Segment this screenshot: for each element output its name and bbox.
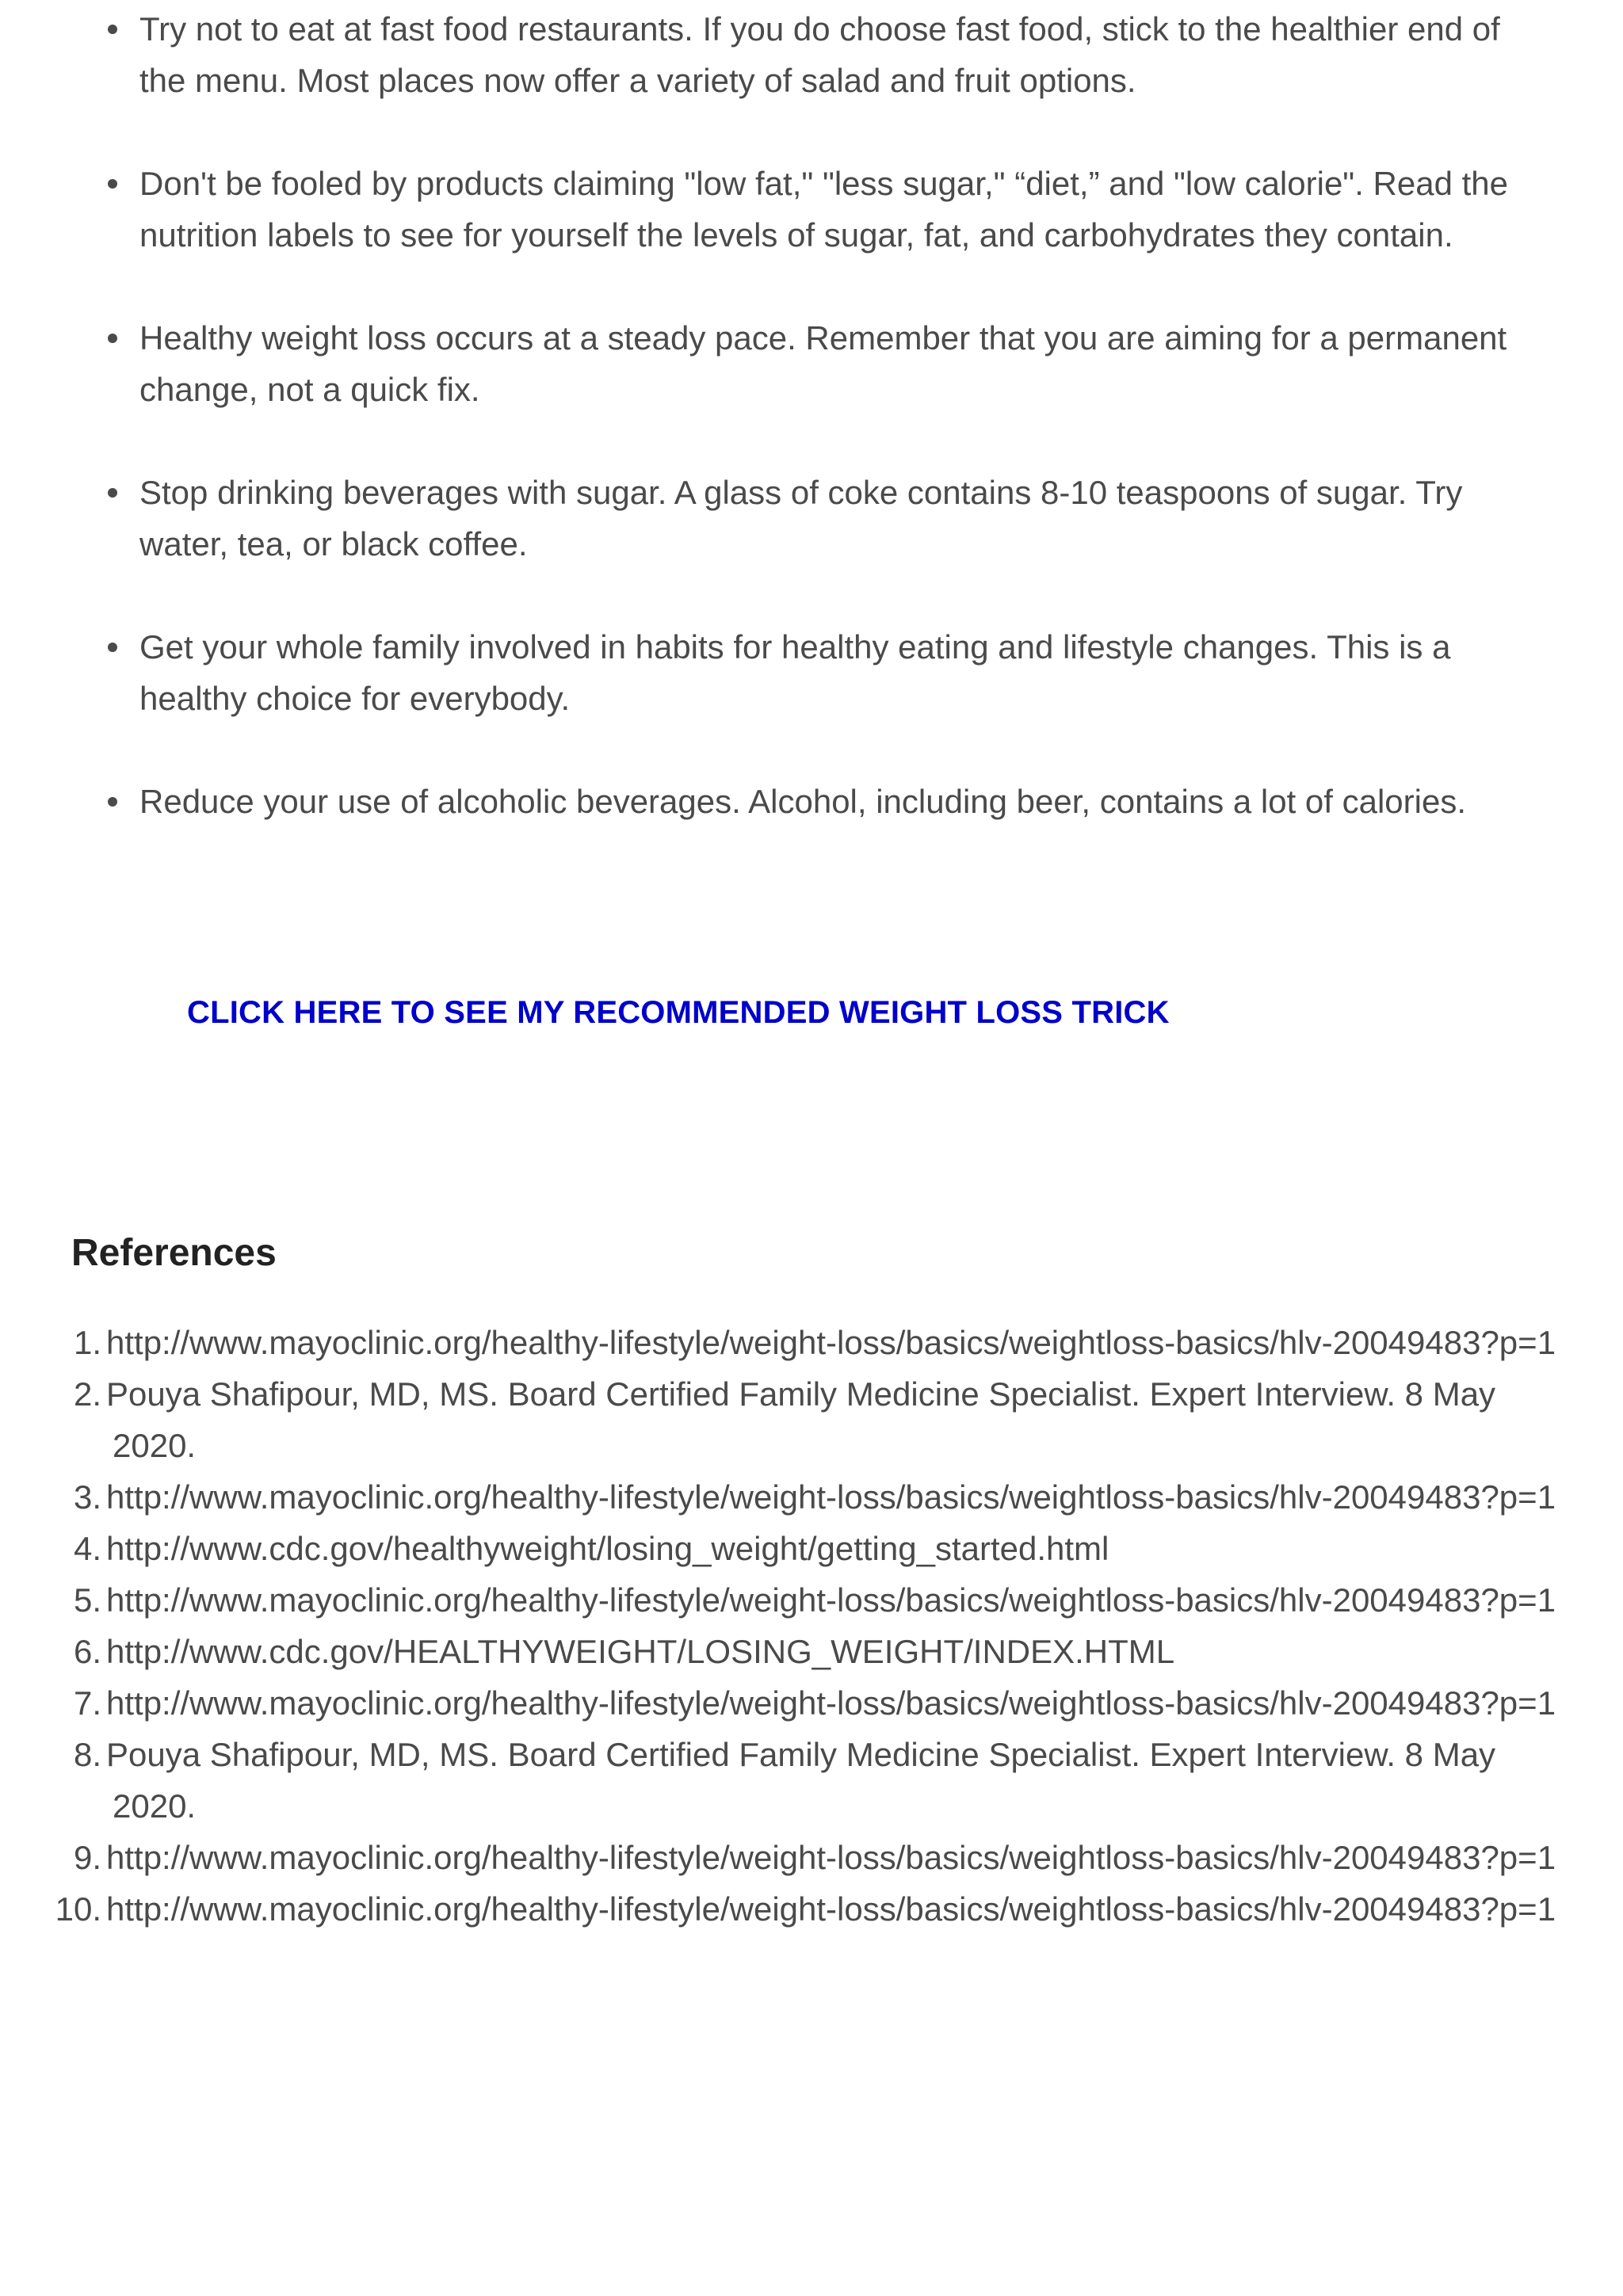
tip-text: Healthy weight loss occurs at a steady pace. Remember that you are aiming for a permanent change, not a quick fix. <box>139 319 1507 408</box>
tip-item <box>139 312 1534 415</box>
reference-item <box>73 1471 1564 1523</box>
bullet-dot-icon <box>108 179 117 189</box>
reference-item <box>73 1574 1564 1626</box>
reference-item <box>73 1832 1564 1883</box>
reference-number: 3. <box>73 1478 101 1516</box>
reference-number: 8. <box>73 1736 101 1773</box>
tip-text: Don't be fooled by products claiming "low fat," "less sugar," “diet,” and "low calorie". Read the nutrition labels to see for yourself the levels of sugar, fat, and carbohydrates they contain. <box>139 165 1509 254</box>
reference-text: http://www.mayoclinic.org/healthy-lifestyle/weight-loss/basics/weightloss-basics/hlv-20049483?p=1 <box>106 1839 1556 1876</box>
reference-number: 7. <box>73 1684 101 1722</box>
reference-text: http://www.mayoclinic.org/healthy-lifestyle/weight-loss/basics/weightloss-basics/hlv-20049483?p=1 <box>106 1324 1556 1361</box>
bullet-dot-icon <box>108 643 117 652</box>
bullet-dot-icon <box>108 797 117 807</box>
weight-loss-trick-link[interactable]: CLICK HERE TO SEE MY RECOMMENDED WEIGHT LOSS TRICK <box>187 995 1170 1030</box>
tip-text: Get your whole family involved in habits for healthy eating and lifestyle changes. This is a healthy choice for everybody. <box>139 628 1451 717</box>
reference-number: 1. <box>73 1324 101 1361</box>
reference-text: http://www.mayoclinic.org/healthy-lifestyle/weight-loss/basics/weightloss-basics/hlv-20049483?p=1 <box>106 1684 1556 1722</box>
reference-number: 10. <box>55 1890 101 1928</box>
reference-number: 2. <box>73 1375 101 1413</box>
tip-item <box>139 621 1534 724</box>
tip-text: Stop drinking beverages with sugar. A glass of coke contains 8-10 teaspoons of sugar. Try water, tea, or black coffee. <box>139 474 1463 563</box>
reference-text: http://www.mayoclinic.org/healthy-lifestyle/weight-loss/basics/weightloss-basics/hlv-20049483?p=1 <box>106 1478 1556 1516</box>
reference-text: Pouya Shafipour, MD, MS. Board Certified Family Medicine Specialist. Expert Interview. 8 May 2020. <box>106 1375 1496 1464</box>
reference-text: http://www.cdc.gov/HEALTHYWEIGHT/LOSING_WEIGHT/INDEX.HTML <box>106 1633 1175 1670</box>
reference-text: http://www.cdc.gov/healthyweight/losing_weight/getting_started.html <box>106 1530 1109 1567</box>
reference-text: http://www.mayoclinic.org/healthy-lifestyle/weight-loss/basics/weightloss-basics/hlv-20049483?p=1 <box>106 1890 1556 1928</box>
tip-text: Try not to eat at fast food restaurants. If you do choose fast food, stick to the healthier end of the menu. Most places now offer a variety of salad and fruit options. <box>139 10 1500 99</box>
reference-number: 5. <box>73 1581 101 1619</box>
reference-item <box>73 1729 1564 1832</box>
tip-item <box>139 3 1534 106</box>
reference-item <box>73 1368 1564 1471</box>
reference-item <box>73 1317 1564 1368</box>
references-heading: References <box>71 1232 277 1274</box>
tip-item <box>139 467 1534 570</box>
reference-item <box>73 1523 1564 1574</box>
reference-number: 4. <box>73 1530 101 1567</box>
tip-item <box>139 158 1534 261</box>
reference-item <box>73 1626 1564 1677</box>
bullet-dot-icon <box>108 334 117 343</box>
reference-number: 9. <box>73 1839 101 1876</box>
reference-item <box>73 1677 1564 1729</box>
tip-text: Reduce your use of alcoholic beverages. Alcohol, including beer, contains a lot of calories. <box>139 783 1467 820</box>
reference-text: Pouya Shafipour, MD, MS. Board Certified Family Medicine Specialist. Expert Interview. 8 May 2020. <box>106 1736 1496 1825</box>
references-list <box>55 1317 1564 1935</box>
tip-item <box>139 776 1534 827</box>
bullet-dot-icon <box>108 488 117 498</box>
bullet-dot-icon <box>108 25 117 34</box>
tips-list <box>139 3 1534 879</box>
reference-number: 6. <box>73 1633 101 1670</box>
reference-text: http://www.mayoclinic.org/healthy-lifestyle/weight-loss/basics/weightloss-basics/hlv-20049483?p=1 <box>106 1581 1556 1619</box>
reference-item <box>55 1883 1564 1935</box>
